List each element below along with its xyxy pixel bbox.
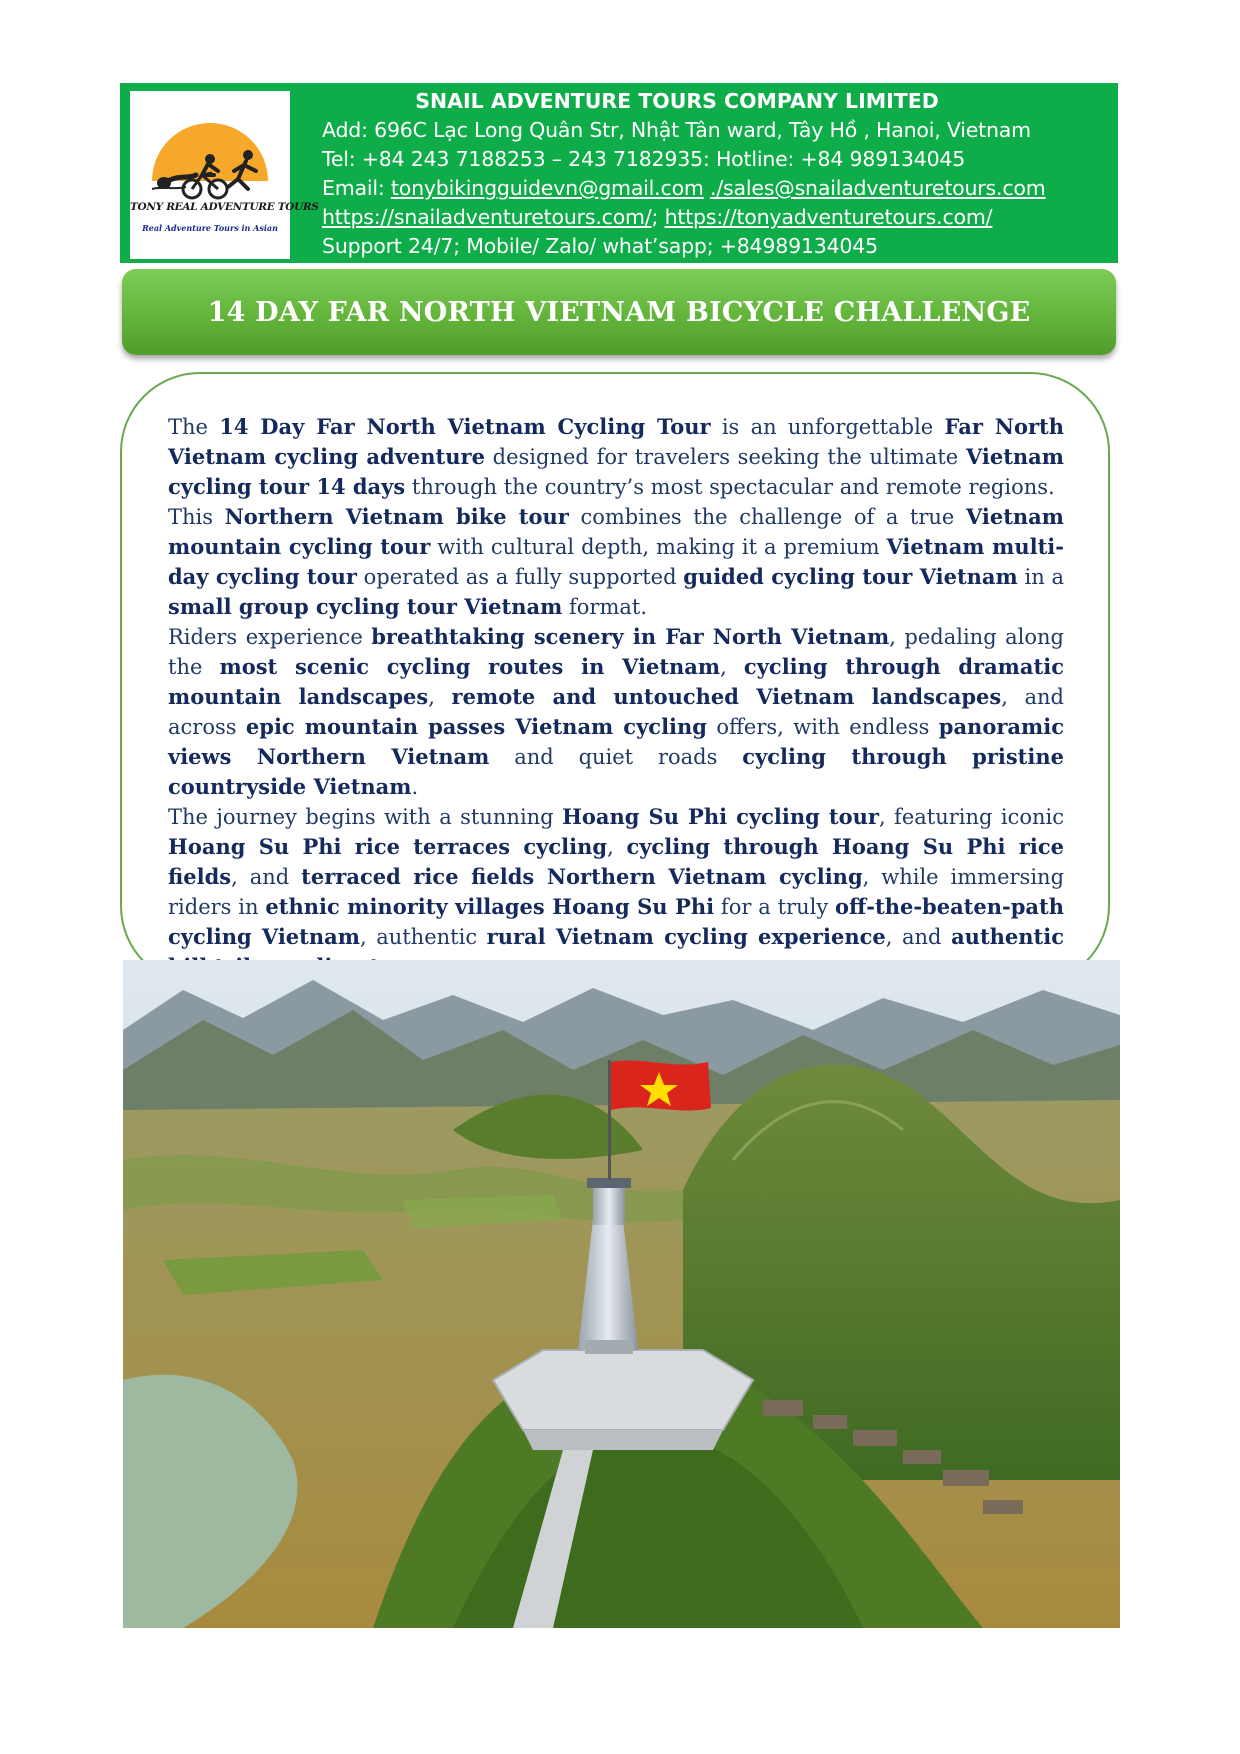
body-text: , [720,655,744,679]
body-text: with cultural depth, making it a premium [430,535,887,559]
keyword-phrase: 14 Day Far North Vietnam Cycling Tour [219,414,711,439]
body-text: This [168,505,225,529]
body-text: The journey begins with a stunning [168,805,563,829]
keyword-phrase: breathtaking scenery in Far North Vietnam [371,624,890,649]
keyword-phrase: ethnic minority villages Hoang Su Phi [265,894,715,919]
body-text: , while immersing riders in [168,865,1065,919]
body-text: , and [885,925,952,949]
keyword-phrase: off-the-beaten-path cycling Vietnam [168,894,1064,949]
keyword-phrase: Northern Vietnam bike tour [224,504,569,529]
keyword-phrase: epic mountain passes Vietnam cycling [245,714,707,739]
keyword-phrase: cycling through Hoang Su Phi rice fields [168,834,1064,889]
company-websites [322,203,1112,232]
company-contact-block [322,87,1112,261]
keyword-phrase: Vietnam multi-day cycling tour [168,534,1065,589]
company-header [120,83,1118,263]
website-separator: ; [651,205,665,229]
body-text: in a [1017,565,1064,589]
company-phone: Tel: +84 243 7188253 – 243 7182935: Hotline: +84 989134045 [322,147,966,171]
body-text: is an unforgettable [710,415,945,439]
email-label: Email: [322,176,391,200]
company-address: Add: 696C Lạc Long Quân Str, Nhật Tân ward, Tây Hồ , Hanoi, Vietnam [322,118,1031,142]
logo-tagline: Real Adventure Tours in Asian [142,223,278,233]
website-link-snail[interactable]: https://snailadventuretours.com/ [322,205,652,229]
keyword-phrase: panoramic views Northern Vietnam [168,714,1064,769]
lung-cu-flag-tower-photo [123,960,1120,1628]
keyword-phrase: Hoang Su Phi cycling tour [562,804,879,829]
keyword-phrase: terraced rice fields Northern Vietnam cycling [301,864,863,889]
intro-paragraph [168,622,1064,802]
body-text: , [428,685,452,709]
body-text: for a truly [714,895,836,919]
body-text: through the country’s most spectacular and remote regions. [405,475,1055,499]
body-text: , pedaling along the [168,625,1064,679]
logo-name: TONY REAL ADVENTURE TOURS [130,201,319,213]
company-support: Support 24/7; Mobile/ Zalo/ what’sapp; +84989134045 [322,234,878,258]
body-text: combines the challenge of a true [568,505,966,529]
title-banner [122,269,1116,355]
intro-paragraph [168,412,1064,502]
body-text: and quiet roads [489,745,743,769]
body-text: , featuring iconic [878,805,1065,829]
keyword-phrase: rural Vietnam cycling experience [486,924,886,949]
email-link-primary[interactable]: tonybikingguidevn@gmail.com [390,176,704,200]
body-text: Riders experience [168,625,372,649]
keyword-phrase: authentic [951,924,1064,949]
company-email [322,174,1112,203]
company-logo [130,91,319,259]
body-text: , authentic [359,925,487,949]
intro-paragraph [168,802,1064,982]
body-text: The [168,415,220,439]
body-text: offers, with endless [706,715,939,739]
keyword-phrase: Far North Vietnam cycling adventure [168,414,1064,469]
body-text: format. [562,595,648,619]
body-text: designed for travelers seeking the ultimate [484,445,966,469]
body-text: , and [231,865,302,889]
keyword-phrase: small group cycling tour Vietnam [168,594,563,619]
keyword-phrase: Vietnam mountain cycling tour [168,504,1064,559]
body-text: , and across [168,685,1065,739]
keyword-phrase: guided cycling tour Vietnam [683,564,1018,589]
keyword-phrase: cycling through dramatic mountain landscapes [168,654,1064,709]
landscape-photo-illustration [123,960,1120,1628]
keyword-phrase: remote and untouched Vietnam landscapes [451,684,1002,709]
keyword-phrase: Vietnam cycling tour 14 days [168,444,1064,499]
cyclist-logo-icon [130,91,319,259]
keyword-phrase: most scenic cycling routes in Vietnam [219,654,721,679]
email-link-sales[interactable]: ./sales@snailadventuretours.com [710,176,1046,200]
keyword-phrase: Hoang Su Phi rice terraces cycling [168,834,608,859]
body-text: operated as a fully supported [356,565,684,589]
intro-text-box [120,372,1110,986]
keyword-phrase: cycling through pristine countryside Vietnam [168,744,1064,799]
company-name: SNAIL ADVENTURE TOURS COMPANY LIMITED [415,89,939,113]
body-text: . [411,775,419,799]
body-text: , [607,835,627,859]
page-title: 14 DAY FAR NORTH VIETNAM BICYCLE CHALLENGE [207,296,1031,328]
website-link-tony[interactable]: https://tonyadventuretours.com/ [664,205,993,229]
intro-paragraph [168,502,1064,622]
